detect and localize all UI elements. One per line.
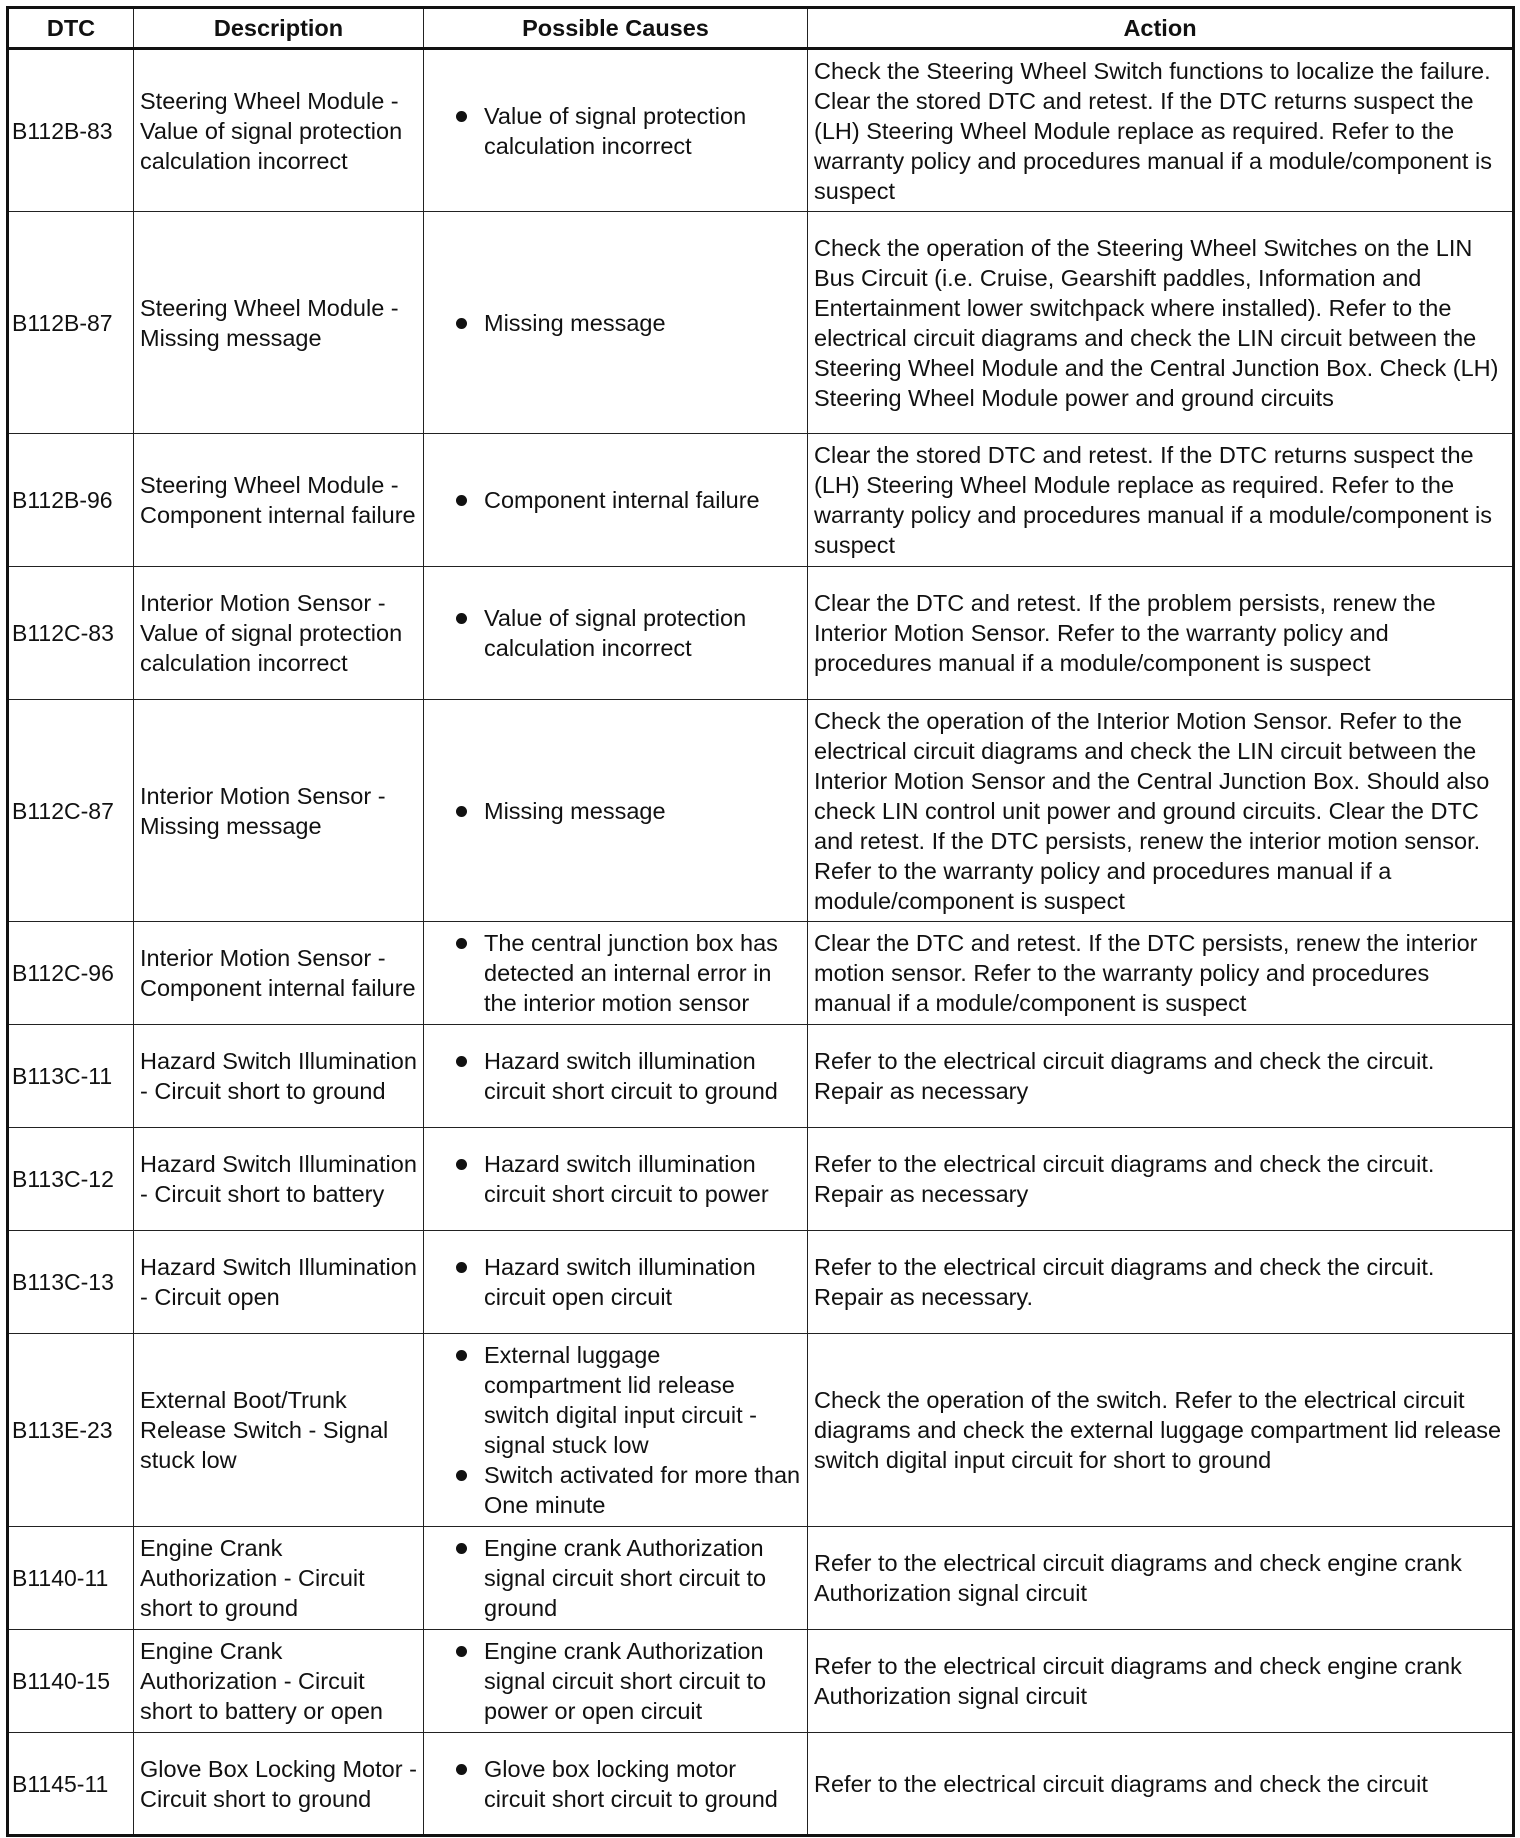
action-cell: Check the Steering Wheel Switch functions to localize the failure. Clear the stored DTC and retest. If the DTC returns suspect the (LH) Steering Wheel Module replace as required. Refer to the warranty policy and procedures manual if a module/component is suspect <box>808 49 1514 212</box>
description-cell: Interior Motion Sensor - Missing message <box>134 700 424 922</box>
causes-list <box>430 1252 801 1312</box>
table-row <box>8 1527 1514 1630</box>
cause-item: Missing message <box>456 796 801 826</box>
cause-item: External luggage compartment lid release switch digital input circuit - signal stuck low <box>456 1340 801 1460</box>
dtc-code-cell: B1140-15 <box>8 1630 134 1733</box>
dtc-code-cell: B112C-83 <box>8 567 134 700</box>
description-cell: Interior Motion Sensor - Value of signal protection calculation incorrect <box>134 567 424 700</box>
causes-list <box>430 603 801 663</box>
possible-causes-cell <box>424 922 808 1025</box>
cause-item: Engine crank Authorization signal circuit short circuit to power or open circuit <box>456 1636 801 1726</box>
description-cell: Glove Box Locking Motor - Circuit short to ground <box>134 1733 424 1836</box>
description-cell: Hazard Switch Illumination - Circuit short to ground <box>134 1025 424 1128</box>
table-row <box>8 212 1514 434</box>
dtc-code-cell: B112B-83 <box>8 49 134 212</box>
cause-item: Engine crank Authorization signal circuit short circuit to ground <box>456 1533 801 1623</box>
dtc-code-cell: B113C-11 <box>8 1025 134 1128</box>
table-row <box>8 1025 1514 1128</box>
table-header-row <box>8 8 1514 49</box>
header-description: Description <box>134 8 424 49</box>
table-row <box>8 1733 1514 1836</box>
cause-item: Missing message <box>456 308 801 338</box>
dtc-code-cell: B112B-96 <box>8 434 134 567</box>
action-cell: Refer to the electrical circuit diagrams and check the circuit <box>808 1733 1514 1836</box>
table-row <box>8 922 1514 1025</box>
dtc-document <box>6 6 1512 1837</box>
action-cell: Check the operation of the Steering Wheel Switches on the LIN Bus Circuit (i.e. Cruise, Gearshift paddles, Information and Entertainment lower switchpack where installed). Refer to the electrical circuit diagrams and check the LIN circuit between the Steering Wheel Module and the Central Junction Box. Check (LH) Steering Wheel Module power and ground circuits <box>808 212 1514 434</box>
action-cell: Clear the DTC and retest. If the DTC persists, renew the interior motion sensor. Refer to the warranty policy and procedures manual if a module/component is suspect <box>808 922 1514 1025</box>
description-cell: Hazard Switch Illumination - Circuit open <box>134 1231 424 1334</box>
possible-causes-cell <box>424 1128 808 1231</box>
table-row <box>8 567 1514 700</box>
header-possible-causes: Possible Causes <box>424 8 808 49</box>
dtc-code-cell: B112C-87 <box>8 700 134 922</box>
action-cell: Refer to the electrical circuit diagrams and check the circuit. Repair as necessary. <box>808 1231 1514 1334</box>
table-row <box>8 1128 1514 1231</box>
dtc-code-cell: B113E-23 <box>8 1334 134 1527</box>
possible-causes-cell <box>424 49 808 212</box>
table-row <box>8 700 1514 922</box>
cause-item: Value of signal protection calculation incorrect <box>456 101 801 161</box>
dtc-table <box>6 6 1515 1837</box>
table-row <box>8 1231 1514 1334</box>
cause-item: Hazard switch illumination circuit open circuit <box>456 1252 801 1312</box>
table-row <box>8 434 1514 567</box>
dtc-table-body <box>8 49 1514 1836</box>
possible-causes-cell <box>424 434 808 567</box>
action-cell: Check the operation of the Interior Motion Sensor. Refer to the electrical circuit diagrams and check the LIN circuit between the Interior Motion Sensor and the Central Junction Box. Should also check LIN control unit power and ground circuits. Clear the DTC and retest. If the DTC persists, renew the interior motion sensor. Refer to the warranty policy and procedures manual if a module/component is suspect <box>808 700 1514 922</box>
action-cell: Clear the stored DTC and retest. If the DTC returns suspect the (LH) Steering Wheel Module replace as required. Refer to the warranty policy and procedures manual if a module/component is suspect <box>808 434 1514 567</box>
description-cell: Steering Wheel Module - Component internal failure <box>134 434 424 567</box>
possible-causes-cell <box>424 1334 808 1527</box>
cause-item: The central junction box has detected an internal error in the interior motion sensor <box>456 928 801 1018</box>
header-dtc: DTC <box>8 8 134 49</box>
description-cell: Engine Crank Authorization - Circuit short to battery or open <box>134 1630 424 1733</box>
description-cell: Hazard Switch Illumination - Circuit short to battery <box>134 1128 424 1231</box>
causes-list <box>430 1149 801 1209</box>
causes-list <box>430 101 801 161</box>
dtc-code-cell: B113C-12 <box>8 1128 134 1231</box>
possible-causes-cell <box>424 1025 808 1128</box>
description-cell: Steering Wheel Module - Missing message <box>134 212 424 434</box>
table-row <box>8 49 1514 212</box>
possible-causes-cell <box>424 212 808 434</box>
causes-list <box>430 1340 801 1520</box>
description-cell: Steering Wheel Module - Value of signal protection calculation incorrect <box>134 49 424 212</box>
causes-list <box>430 1046 801 1106</box>
possible-causes-cell <box>424 567 808 700</box>
cause-item: Hazard switch illumination circuit short circuit to ground <box>456 1046 801 1106</box>
causes-list <box>430 308 801 338</box>
table-row <box>8 1334 1514 1527</box>
description-cell: Interior Motion Sensor - Component internal failure <box>134 922 424 1025</box>
dtc-code-cell: B1140-11 <box>8 1527 134 1630</box>
description-cell: External Boot/Trunk Release Switch - Signal stuck low <box>134 1334 424 1527</box>
possible-causes-cell <box>424 700 808 922</box>
dtc-code-cell: B113C-13 <box>8 1231 134 1334</box>
action-cell: Refer to the electrical circuit diagrams and check engine crank Authorization signal circuit <box>808 1630 1514 1733</box>
causes-list <box>430 1636 801 1726</box>
table-row <box>8 1630 1514 1733</box>
possible-causes-cell <box>424 1630 808 1733</box>
action-cell: Refer to the electrical circuit diagrams and check engine crank Authorization signal circuit <box>808 1527 1514 1630</box>
cause-item: Hazard switch illumination circuit short circuit to power <box>456 1149 801 1209</box>
header-action: Action <box>808 8 1514 49</box>
cause-item: Component internal failure <box>456 485 801 515</box>
possible-causes-cell <box>424 1733 808 1836</box>
description-cell: Engine Crank Authorization - Circuit short to ground <box>134 1527 424 1630</box>
action-cell: Check the operation of the switch. Refer to the electrical circuit diagrams and check the external luggage compartment lid release switch digital input circuit for short to ground <box>808 1334 1514 1527</box>
cause-item: Glove box locking motor circuit short circuit to ground <box>456 1754 801 1814</box>
dtc-code-cell: B112B-87 <box>8 212 134 434</box>
causes-list <box>430 1754 801 1814</box>
action-cell: Refer to the electrical circuit diagrams and check the circuit. Repair as necessary <box>808 1128 1514 1231</box>
dtc-code-cell: B1145-11 <box>8 1733 134 1836</box>
cause-item: Switch activated for more than One minute <box>456 1460 801 1520</box>
dtc-code-cell: B112C-96 <box>8 922 134 1025</box>
action-cell: Clear the DTC and retest. If the problem persists, renew the Interior Motion Sensor. Refer to the warranty policy and procedures manual if a module/component is suspect <box>808 567 1514 700</box>
action-cell: Refer to the electrical circuit diagrams and check the circuit. Repair as necessary <box>808 1025 1514 1128</box>
causes-list <box>430 485 801 515</box>
possible-causes-cell <box>424 1231 808 1334</box>
causes-list <box>430 796 801 826</box>
causes-list <box>430 928 801 1018</box>
possible-causes-cell <box>424 1527 808 1630</box>
cause-item: Value of signal protection calculation incorrect <box>456 603 801 663</box>
causes-list <box>430 1533 801 1623</box>
